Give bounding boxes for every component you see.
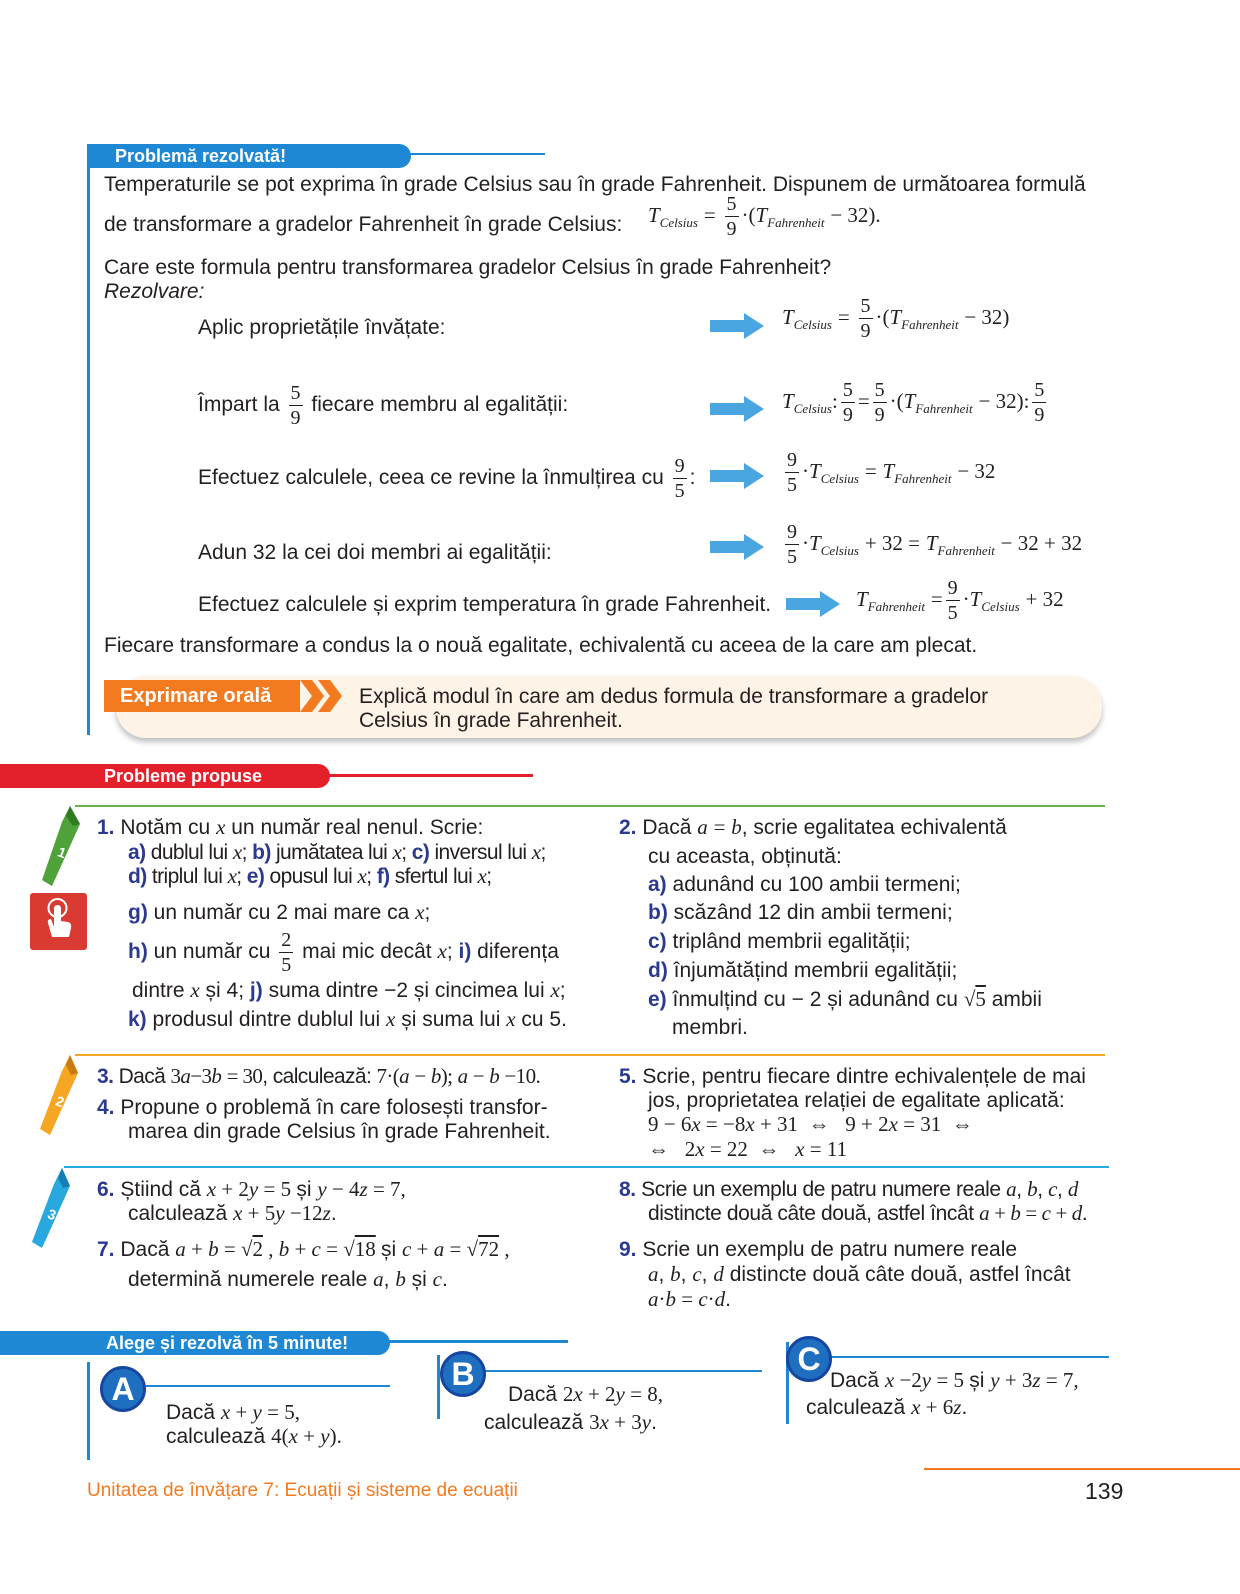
problem5-text-a: Scrie, pentru fiecare dintre echivalențele de mai: [642, 1065, 1086, 1088]
quick-c-badge: C: [786, 1336, 832, 1382]
solved-left-bar: [87, 145, 90, 735]
item-k-text-c: cu 5.: [521, 1008, 567, 1031]
problem3-number: 3.: [97, 1065, 114, 1088]
step3-label: Efectuez calculele, ceea ce revine la înmulțirea cu: [198, 466, 664, 490]
problem2-item-a: [648, 872, 961, 897]
problem2-item-e-line2: membri.: [672, 1016, 748, 1039]
problem2-intro-a: Dacă: [642, 816, 692, 839]
problem2-intro-b: , scrie egalitatea echivalentă: [741, 816, 1007, 839]
page-number: 139: [1085, 1478, 1124, 1504]
problem2-intro-line2: cu aceasta, obținută:: [648, 845, 842, 868]
p2-e-label: e): [648, 988, 667, 1011]
quick-a-badge: A: [100, 1366, 146, 1412]
problem8-text-b: distincte două câte două, astfel încât: [648, 1202, 974, 1225]
problem9-line3: a·b = c·d.: [648, 1287, 732, 1311]
item-a-text: dublul lui: [150, 841, 228, 864]
problem9-text-a: Scrie un exemplu de patru numere reale: [642, 1238, 1018, 1261]
item-k-text-b: și suma lui: [401, 1008, 501, 1031]
quick-b-text-a: Dacă: [508, 1383, 558, 1406]
level2-number: 2: [53, 1092, 67, 1111]
problem4-line2: marea din grade Celsius în grade Fahrenheit.: [128, 1120, 551, 1143]
problem4-line1: [97, 1095, 548, 1120]
problem3: 3. Dacă 3a−3b = 30, calculează: 7·(a − b); a − b −10.: [97, 1064, 541, 1088]
item-h-text-a: un număr cu: [153, 940, 271, 964]
problem2-item-b: [648, 900, 953, 925]
p2-b-label: b): [648, 901, 668, 924]
quick-b-line1: Dacă 2x + 2y = 8,: [508, 1382, 663, 1406]
quick-c-text-b: și: [969, 1369, 985, 1392]
p2-d-label: d): [648, 959, 668, 982]
quick-b-line2: calculează 3x + 3y.: [484, 1410, 657, 1434]
problem7-text-d: și: [411, 1268, 427, 1291]
problem1-intro-a: Notăm cu: [120, 816, 211, 839]
arrow-right-icon: [710, 313, 764, 339]
problem6-number: 6.: [97, 1178, 115, 1201]
problem4-text-a: Propune o problemă în care folosești transfor-: [120, 1096, 548, 1119]
problem7-line2: determină numerele reale a, b și c.: [128, 1267, 448, 1291]
step2-text: Împart la $\frac{5}{9}$ fiecare membru al egalității:: [198, 382, 569, 429]
proposed-header: Probleme propuse: [0, 764, 330, 788]
problem6-line1: 6. Știind că x + 2y = 5 și y − 4z = 7,: [97, 1177, 406, 1201]
problem7-text-c: determină numerele reale: [128, 1268, 368, 1291]
item-i-label: i): [458, 940, 472, 964]
problem1-line-abc: a) dublul lui x; b) jumătatea lui x; c) inversul lui x;: [128, 840, 546, 864]
oral-text-line1: Explică modul în care am dedus formula de transformare a gradelor: [359, 685, 989, 708]
level1-crayon-icon: [40, 806, 84, 888]
step5-text: Efectuez calculele și exprim temperatura în grade Fahrenheit.: [198, 593, 772, 616]
problem7-number: 7.: [97, 1238, 115, 1261]
quick-header-rule: [386, 1340, 568, 1343]
step2-text-b: fiecare membru al egalității:: [311, 393, 569, 417]
p2-d-text: înjumătățind membrii egalității;: [673, 959, 958, 982]
problem6-text-a: Știind că: [120, 1178, 201, 1201]
solution-label: Rezolvare:: [104, 280, 205, 303]
step4-formula: $\frac{9}{5}$ $\cdot T_{Celsius} + 32 = T_{Fahrenheit} - 32 + 32$: [787, 521, 1083, 568]
footer-unit-title: Unitatea de învățare 7: Ecuații și sisteme de ecuații: [87, 1480, 518, 1501]
item-j-text: suma dintre −2 și cincimea lui: [268, 979, 545, 1002]
problem8-line2: distincte două câte două, astfel încât a + b = c + d.: [648, 1201, 1088, 1225]
problem7-text-a: Dacă: [120, 1238, 170, 1261]
item-c-text: inversul lui: [434, 841, 527, 864]
problem2-number: 2.: [619, 816, 637, 839]
footer-rule: [924, 1468, 1240, 1470]
problem6-text-b: și: [296, 1178, 312, 1201]
p2-b-text: scăzând 12 din ambii termeni;: [673, 901, 953, 924]
quick-b-vbar: [437, 1355, 440, 1419]
step1-text: Aplic proprietățile învățate:: [198, 316, 446, 339]
item-i-text-b: dintre: [132, 979, 185, 1002]
p2-a-label: a): [648, 873, 667, 896]
item-d-text: triplul lui: [151, 865, 223, 888]
problem1-line-hi: h) un număr cu $\frac{2}{5}$ mai mic decât x; i) diferența: [128, 929, 559, 976]
item-f-text: sfertul lui: [394, 865, 473, 888]
level1-number: 1: [55, 843, 69, 862]
solved-question: Care este formula pentru transformarea gradelor Celsius în grade Fahrenheit?: [104, 256, 832, 279]
p2-e-text-a: înmulțind cu − 2 și adunând cu: [672, 988, 958, 1011]
item-b-label: b): [252, 841, 271, 864]
problem7-line1: 7. Dacă a + b = √2 , b + c = √18 și c + a = √72 ,: [97, 1237, 510, 1261]
solved-problem-header: Problemă rezolvată!: [87, 144, 411, 168]
problem9-line2: a, b, c, d distincte două câte două, astfel încât: [648, 1262, 1071, 1286]
item-a-label: a): [128, 841, 146, 864]
solved-intro-line2: de transformare a gradelor Fahrenheit în grade Celsius:: [104, 213, 623, 236]
step1-formula: $T_{Celsius}$ = $\frac{5}{9}$ $\cdot(T_{Fahrenheit} - 32)$: [782, 295, 1010, 342]
problem5-number: 5.: [619, 1065, 637, 1088]
arrow-right-icon: [786, 591, 840, 617]
oral-expression-label: Exprimare orală: [104, 680, 300, 712]
problem6-line2: calculează x + 5y −12z.: [128, 1201, 337, 1225]
step3-text: Efectuez calculele, ceea ce revine la înmulțirea cu $\frac{9}{5}$ :: [198, 455, 696, 502]
problem1-intro: 1. Notăm cu x un număr real nenul. Scrie:: [97, 815, 484, 839]
problem9-text-b: distincte două câte două, astfel încât: [729, 1263, 1071, 1286]
proposed-header-rule: [326, 774, 533, 777]
item-d-label: d): [128, 865, 147, 888]
oral-text-line2: Celsius în grade Fahrenheit.: [359, 709, 623, 732]
level3-number: 3: [45, 1205, 59, 1224]
solved-header-rule: [380, 153, 545, 155]
problem1-line-def: d) triplul lui x; e) opusul lui x; f) sfertul lui x;: [128, 864, 492, 888]
problem7-text-b: și: [381, 1238, 397, 1261]
problem5-equivalence1: 9 − 6x = −8x + 31 ⇔ 9 + 2x = 31 ⇔: [648, 1112, 973, 1136]
problem5-line2: jos, proprietatea relației de egalitate aplicată:: [648, 1089, 1065, 1112]
item-f-label: f): [376, 865, 390, 888]
step2-formula: $T_{Celsius}$: $\frac{5}{9}$ = $\frac{5}{9}$ $\cdot(T_{Fahrenheit} - 32)$: $\frac{5}{9}$: [782, 379, 1045, 426]
solved-conclusion: Fiecare transformare a condus la o nouă egalitate, echivalentă cu aceea de la care am plecat.: [104, 634, 978, 657]
arrow-right-icon: [710, 463, 764, 489]
quick-a-line2: calculează 4(x + y).: [166, 1424, 342, 1448]
item-k-text-a: produsul dintre dublul lui: [152, 1008, 381, 1031]
item-h-text-b: mai mic decât: [302, 940, 432, 964]
quick-a-line1: Dacă x + y = 5,: [166, 1400, 300, 1424]
problem8-line1: 8. Scrie un exemplu de patru numere reale a, b, c, d: [619, 1177, 1078, 1201]
problem8-number: 8.: [619, 1178, 636, 1201]
level2-rule: [75, 1054, 1105, 1056]
celsius-formula: $T_{Celsius}$ = $\frac{5}{9}$ $\cdot(T_{Fahrenheit} - 32)$.: [648, 193, 881, 240]
quick-header: Alege și rezolvă în 5 minute!: [0, 1331, 390, 1355]
item-g-label: g): [128, 901, 148, 924]
item-i-text: diferența: [477, 940, 559, 964]
item-e-text: opusul lui: [269, 865, 353, 888]
problem1-line-ij: dintre x și 4; j) suma dintre −2 și cincimea lui x;: [132, 978, 566, 1002]
problem6-text-c: calculează: [128, 1202, 228, 1225]
quick-c-line1: Dacă x −2y = 5 și y + 3z = 7,: [830, 1368, 1079, 1392]
problem3-text-b: , calculează:: [262, 1065, 372, 1088]
problem5-equivalence2: ⇔ 2x = 22 ⇔ x = 11: [648, 1137, 848, 1161]
item-k-label: k): [128, 1008, 147, 1031]
quick-c-line2: calculează x + 6z.: [806, 1395, 968, 1419]
quick-b-hrule: [455, 1370, 762, 1372]
problem5-line1: [619, 1064, 1086, 1089]
problem2-intro: 2. Dacă a = b, scrie egalitatea echivalentă: [619, 815, 1007, 839]
level2-crayon-icon: [38, 1055, 82, 1137]
problem3-text-a: Dacă: [118, 1065, 166, 1088]
problem2-item-d: [648, 958, 957, 983]
quick-c-hrule: [806, 1356, 1109, 1358]
level3-rule: [64, 1166, 1109, 1168]
item-e-label: e): [246, 865, 265, 888]
hand-touch-icon: [30, 893, 87, 950]
quick-b-badge: B: [440, 1351, 486, 1397]
item-b-text: jumătatea lui: [275, 841, 388, 864]
quick-a-text-a: Dacă: [166, 1401, 216, 1424]
double-chevron-icon: [300, 680, 344, 712]
problem1-line-k: k) produsul dintre dublul lui x și suma lui x cu 5.: [128, 1007, 567, 1031]
problem8-text-a: Scrie un exemplu de patru numere reale: [641, 1178, 1001, 1201]
arrow-right-icon: [710, 534, 764, 560]
step5-formula: $T_{Fahrenheit}$ = $\frac{9}{5}$ $\cdot T_{Celsius} + 32$: [856, 577, 1064, 624]
quick-b-text-b: calculează: [484, 1411, 584, 1434]
p2-a-text: adunând cu 100 ambii termeni;: [672, 873, 961, 896]
problem1-number: 1.: [97, 816, 115, 839]
item-j-label: j): [249, 979, 263, 1002]
item-i-text-c: și 4;: [205, 979, 245, 1002]
quick-a-vbar: [87, 1362, 90, 1460]
p2-e-text-b: ambii: [991, 988, 1042, 1011]
item-g-text: un număr cu 2 mai mare ca: [153, 901, 410, 924]
step2-text-a: Împart la: [198, 393, 280, 417]
quick-a-hrule: [105, 1385, 390, 1387]
solved-intro-line1: Temperaturile se pot exprima în grade Celsius sau în grade Fahrenheit. Dispunem de următoarea formulă: [104, 173, 1086, 196]
problem9-line1: [619, 1237, 1017, 1262]
step4-text: Adun 32 la cei doi membri ai egalității:: [198, 541, 552, 564]
p2-c-label: c): [648, 930, 667, 953]
problem1-intro-b: un număr real nenul. Scrie:: [231, 816, 484, 839]
level3-crayon-icon: [30, 1168, 74, 1250]
step3-formula: $\frac{9}{5}$ $\cdot T_{Celsius} = T_{Fahrenheit} - 32$: [787, 449, 996, 496]
quick-c-text-c: calculează: [806, 1396, 906, 1419]
level1-rule: [75, 805, 1105, 807]
item-c-label: c): [411, 841, 430, 864]
problem4-number: 4.: [97, 1096, 115, 1119]
problem1-line-g: g) un număr cu 2 mai mare ca x;: [128, 900, 431, 924]
problem2-item-e: e) înmulțind cu − 2 și adunând cu √5 ambii: [648, 987, 1042, 1011]
p2-c-text: triplând membrii egalității;: [672, 930, 911, 953]
problem2-item-c: [648, 929, 911, 954]
quick-a-text-b: calculează: [166, 1425, 266, 1448]
item-h-label: h): [128, 940, 148, 964]
arrow-right-icon: [710, 396, 764, 422]
problem9-number: 9.: [619, 1238, 637, 1261]
quick-c-text-a: Dacă: [830, 1369, 880, 1392]
